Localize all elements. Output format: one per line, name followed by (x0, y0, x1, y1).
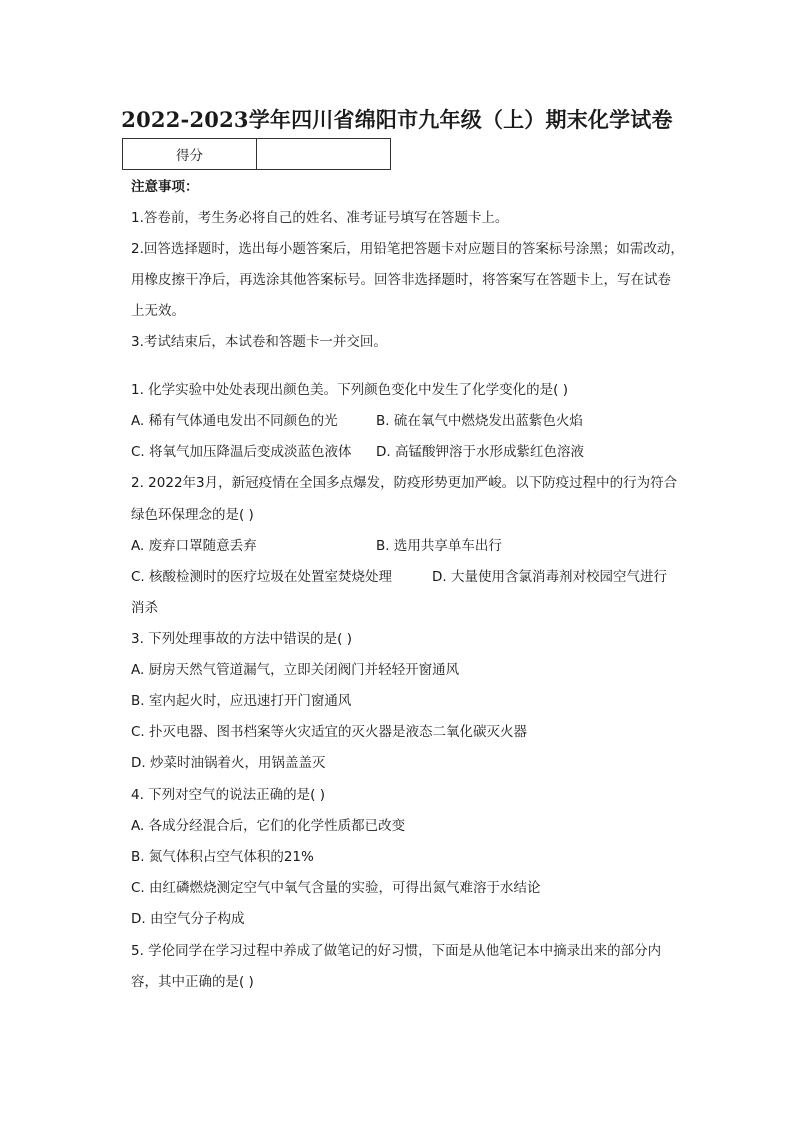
question-3-option-d: D. 炒菜时油锅着火，用锅盖盖灭 (131, 755, 326, 771)
question-2-stem-line-1: 2. 2022年3月，新冠疫情在全国多点爆发，防疫形势更加严峻。以下防疫过程中的行为符合 (131, 475, 678, 491)
question-1-option-d: D. 高锰酸钾溶于水形成紫红色溶液 (376, 444, 584, 460)
score-table (122, 138, 391, 170)
notice-item-2-line-2: 用橡皮擦干净后，再选涂其他答案标号。回答非选择题时，将答案写在答题卡上，写在试卷 (131, 272, 671, 288)
notice-item-1: 1.答卷前，考生务必将自己的姓名、准考证号填写在答题卡上。 (131, 210, 509, 226)
question-3-option-c: C. 扑灭电器、图书档案等火灾适宜的灭火器是液态二氧化碳灭火器 (131, 724, 528, 740)
question-4-option-c: C. 由红磷燃烧测定空气中氧气含量的实验，可得出氮气难溶于水结论 (131, 880, 541, 896)
question-5-stem-line-2: 容，其中正确的是( ) (131, 974, 254, 990)
score-value-cell[interactable] (257, 139, 391, 170)
question-2-option-c: C. 核酸检测时的医疗垃圾在处置室焚烧处理 (131, 569, 393, 585)
exam-title: 2022-2023学年四川省绵阳市九年级（上）期末化学试卷 (121, 107, 673, 132)
notice-item-3: 3.考试结束后，本试卷和答题卡一并交回。 (131, 334, 387, 350)
question-3-option-b: B. 室内起火时，应迅速打开门窗通风 (131, 693, 352, 709)
question-2-stem-line-2: 绿色环保理念的是( ) (131, 507, 254, 523)
notice-item-2-line-1: 2.回答选择题时，选出每小题答案后，用铅笔把答题卡对应题目的答案标号涂黑；如需改动， (131, 241, 684, 257)
question-4-option-d: D. 由空气分子构成 (131, 911, 245, 927)
score-label: 得分 (123, 139, 257, 170)
question-5-stem-line-1: 5. 学伦同学在学习过程中养成了做笔记的好习惯，下面是从他笔记本中摘录出来的部分内 (131, 943, 662, 959)
question-2-option-d-line-2: 消杀 (131, 600, 158, 616)
question-4-stem: 4. 下列对空气的说法正确的是( ) (131, 787, 325, 803)
question-2-option-b: B. 选用共享单车出行 (376, 538, 502, 554)
question-2-option-d-line-1: D. 大量使用含氯消毒剂对校园空气进行 (432, 569, 667, 585)
question-3-option-a: A. 厨房天然气管道漏气，立即关闭阀门并轻轻开窗通风 (131, 662, 460, 678)
notice-heading: 注意事项： (131, 179, 199, 195)
question-1-option-c: C. 将氧气加压降温后变成淡蓝色液体 (131, 444, 352, 460)
question-3-stem: 3. 下列处理事故的方法中错误的是( ) (131, 631, 352, 647)
notice-item-2-line-3: 上无效。 (131, 303, 185, 319)
question-1-stem: 1. 化学实验中处处表现出颜色美。下列颜色变化中发生了化学变化的是( ) (131, 382, 568, 398)
question-4-option-a: A. 各成分经混合后，它们的化学性质都已改变 (131, 818, 406, 834)
question-2-option-a: A. 废弃口罩随意丢弃 (131, 538, 257, 554)
question-4-option-b: B. 氮气体积占空气体积的21% (131, 849, 314, 865)
question-1-option-a: A. 稀有气体通电发出不同颜色的光 (131, 413, 338, 429)
question-1-option-b: B. 硫在氧气中燃烧发出蓝紫色火焰 (376, 413, 583, 429)
